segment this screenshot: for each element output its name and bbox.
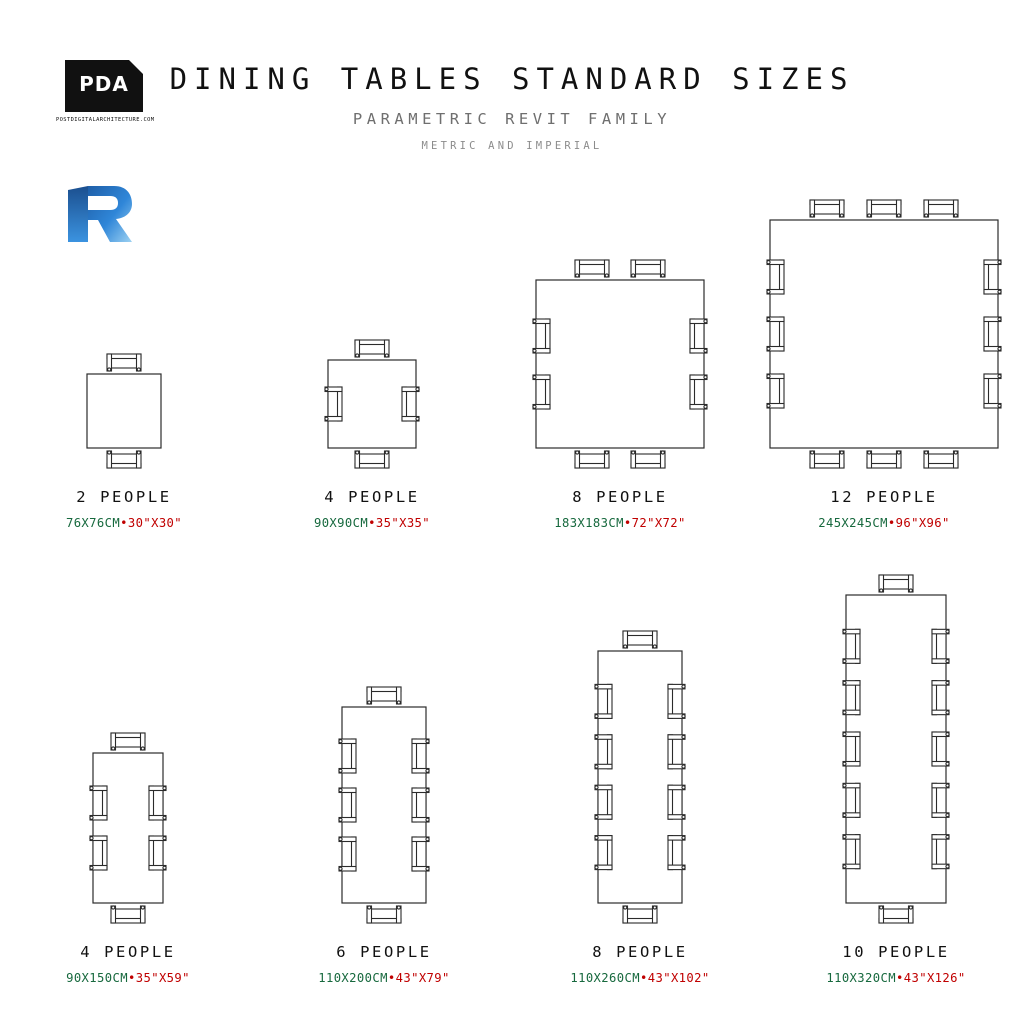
table-plan-rect-6 [316,681,452,929]
chair-icon [932,732,949,766]
chair-icon [595,836,612,870]
chair-icon [90,786,107,820]
table-top [536,280,704,448]
chair-icon [402,387,419,421]
chair-icon [879,575,913,592]
imperial-dimension: 72"X72" [631,516,686,530]
chair-icon [668,684,685,718]
chair-icon [668,785,685,819]
caption-rect-6 [318,943,450,985]
page-subtitle: PARAMETRIC REVIT FAMILY [352,110,672,128]
chair-icon [595,684,612,718]
dimensions-label [318,971,450,985]
dimension-separator: • [895,971,904,985]
chair-icon [932,681,949,715]
diagram-rect-4 [67,727,189,929]
diagram-square-2 [79,348,169,474]
square-tables-row [0,170,1024,530]
imperial-dimension: 96"X96" [895,516,950,530]
table-plan-square-4 [302,334,442,474]
caption-rect-10 [826,943,965,985]
dimensions-label [66,516,182,530]
imperial-dimension: 35"X59" [135,971,190,985]
figure-cell-square-12 [744,170,1024,530]
dimensions-label [66,971,190,985]
chair-icon [412,788,429,822]
chair-icon [575,451,609,468]
chair-icon [810,451,844,468]
chair-icon [843,681,860,715]
metric-dimension: 76X76CM [65,516,121,530]
chair-icon [767,260,784,294]
dimension-separator: • [887,516,896,530]
table-top [93,753,163,903]
people-count-label: 4 PEOPLE [324,488,420,506]
chair-icon [924,451,958,468]
chair-icon [879,906,913,923]
diagram-square-8 [510,254,730,474]
pda-logo-caption: POSTDIGITALARCHITECTURE.COM [56,117,155,123]
caption-square-4 [314,488,430,530]
chair-icon [767,317,784,351]
chair-icon [367,906,401,923]
dimensions-label [314,516,430,530]
chair-icon [631,451,665,468]
chair-icon [107,451,141,468]
chair-icon [984,260,1001,294]
chair-icon [843,732,860,766]
dimensions-label [554,516,686,530]
chair-icon [325,387,342,421]
chair-icon [932,629,949,663]
dimensions-label [570,971,709,985]
header [0,62,1024,152]
chair-icon [623,906,657,923]
caption-rect-4 [66,943,190,985]
table-plan-square-2 [79,348,169,474]
figure-cell-rect-8 [512,555,768,985]
table-plan-rect-10 [820,569,972,929]
people-count-label: 4 PEOPLE [80,943,176,961]
caption-rect-8 [570,943,709,985]
page-title: DINING TABLES STANDARD SIZES [169,62,855,96]
chair-icon [867,200,901,217]
metric-dimension: 90X90CM [313,516,369,530]
imperial-dimension: 43"X102" [647,971,710,985]
chair-icon [149,836,166,870]
figure-cell-rect-4 [0,555,256,985]
chair-icon [111,906,145,923]
diagram-square-4 [302,334,442,474]
table-plan-rect-8 [572,625,708,929]
imperial-dimension: 43"X126" [903,971,966,985]
chair-icon [355,340,389,357]
chair-icon [924,200,958,217]
people-count-label: 10 PEOPLE [842,943,950,961]
dimension-separator: • [368,516,376,530]
figure-cell-square-2 [0,170,248,530]
chair-icon [932,835,949,869]
chair-icon [843,835,860,869]
chair-icon [339,837,356,871]
dimension-separator: • [639,971,648,985]
people-count-label: 8 PEOPLE [572,488,668,506]
dimensions-label [818,516,950,530]
chair-icon [984,374,1001,408]
metric-dimension: 110X200CM [318,971,388,985]
metric-dimension: 245X245CM [818,516,888,530]
table-top [770,220,998,448]
chair-icon [843,629,860,663]
dimension-separator: • [387,971,396,985]
dimension-separator: • [120,516,128,530]
chair-icon [533,319,550,353]
chair-icon [367,687,401,704]
chair-icon [810,200,844,217]
chair-icon [595,785,612,819]
table-plan-rect-4 [67,727,189,929]
chair-icon [90,836,107,870]
diagram-rect-8 [572,625,708,929]
chair-icon [111,733,145,750]
imperial-dimension: 35"X35" [375,516,431,530]
figure-cell-rect-10 [768,555,1024,985]
diagram-rect-10 [820,569,972,929]
chair-icon [107,354,141,371]
chair-icon [690,319,707,353]
page-subtitle-secondary: METRIC AND IMPERIAL [421,140,603,152]
table-plan-square-8 [510,254,730,474]
chair-icon [595,735,612,769]
metric-dimension: 90X150CM [66,971,128,985]
figure-cell-rect-6 [256,555,512,985]
rectangular-tables-row [0,555,1024,985]
table-top [87,374,161,448]
chair-icon [412,837,429,871]
chair-icon [623,631,657,648]
people-count-label: 12 PEOPLE [830,488,938,506]
chair-icon [339,739,356,773]
chair-icon [412,739,429,773]
diagram-square-12 [744,194,1024,474]
imperial-dimension: 30"X30" [127,516,183,530]
chair-icon [984,317,1001,351]
figure-cell-square-4 [248,170,496,530]
chair-icon [533,375,550,409]
metric-dimension: 183X183CM [554,516,624,530]
caption-square-8 [554,488,686,530]
caption-square-2 [66,488,182,530]
table-top [846,595,946,903]
pda-logo-text: PDA [79,72,129,96]
people-count-label: 6 PEOPLE [336,943,432,961]
chair-icon [690,375,707,409]
chair-icon [668,836,685,870]
table-plan-square-12 [744,194,1024,474]
chair-icon [339,788,356,822]
chair-icon [149,786,166,820]
chair-icon [767,374,784,408]
chair-icon [932,783,949,817]
diagram-rect-6 [316,681,452,929]
caption-square-12 [818,488,950,530]
chair-icon [355,451,389,468]
metric-dimension: 110X320CM [826,971,896,985]
people-count-label: 2 PEOPLE [76,488,172,506]
dimensions-label [826,971,965,985]
metric-dimension: 110X260CM [570,971,640,985]
dimension-separator: • [127,971,136,985]
chair-icon [575,260,609,277]
chair-icon [843,783,860,817]
figure-cell-square-8 [496,170,744,530]
imperial-dimension: 43"X79" [395,971,450,985]
chair-icon [668,735,685,769]
people-count-label: 8 PEOPLE [592,943,688,961]
chair-icon [631,260,665,277]
dimension-separator: • [623,516,632,530]
chair-icon [867,451,901,468]
